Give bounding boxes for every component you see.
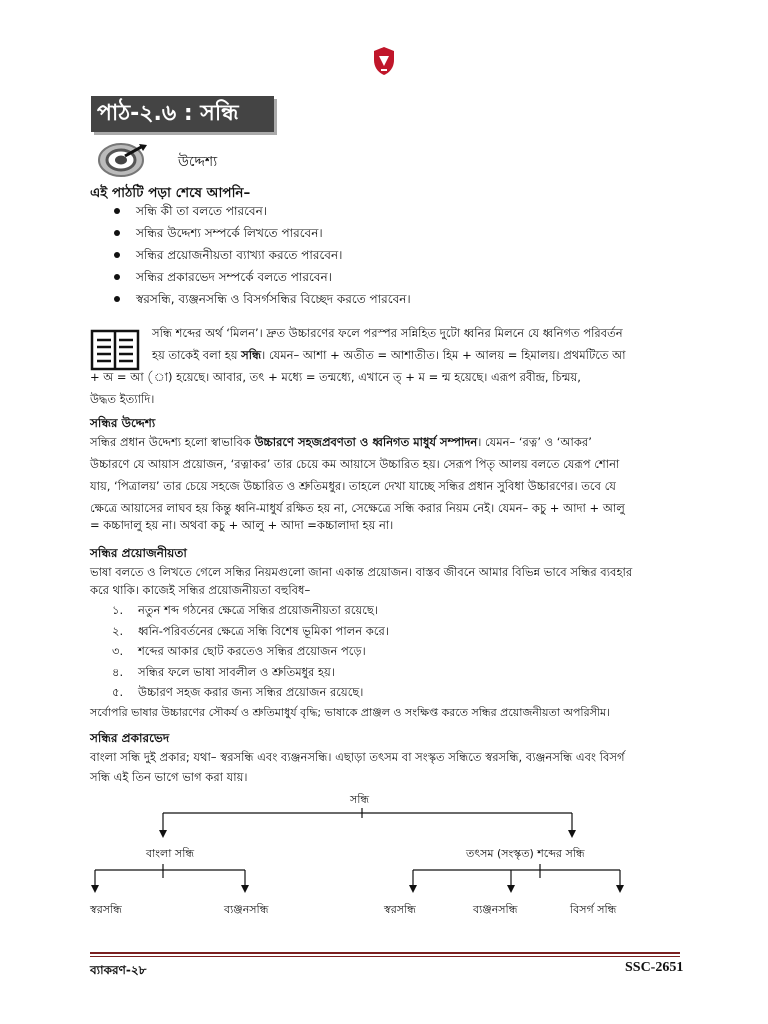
purpose-heading: সন্ধির উদ্দেশ্য	[90, 416, 156, 430]
types-line: বাংলা সন্ধি দুই প্রকার; যথা– স্বরসন্ধি এবং ব্যঞ্জনসন্ধি। এছাড়া তৎসম বা সংস্কৃত সন্ধিতে স্বরসন্ধি, ব্যঞ্জনসন্ধি এবং বিসর্গ	[90, 750, 625, 764]
objectives-list	[100, 200, 411, 310]
tree-leaf: স্বরসন্ধি	[384, 903, 416, 916]
list-item: ১. নতুন শব্দ গঠনের ক্ষেত্রে সন্ধির প্রয়োজনীয়তা রয়েছে।	[112, 603, 378, 617]
tree-bangla-sandhi: বাংলা সন্ধি	[146, 847, 195, 860]
necessity-summary: সর্বোপরি ভাষার উচ্চারণের সৌকর্য ও শ্রুতিমাধুর্য বৃদ্ধি; ভাষাকে প্রাঞ্জল ও সংক্ষিপ্ত করতে সন্ধির প্রয়োজনীয়তা অপরিসীম।	[90, 706, 611, 719]
necessity-line: ভাষা বলতে ও লিখতে গেলে সন্ধির নিয়মগুলো জানা একান্ত প্রয়োজন। বাস্তব জীবনে আমার বিভিন্ন ভাবে সন্ধির ব্যবহার	[90, 565, 633, 579]
tree-leaf: ব্যঞ্জনসন্ধি	[473, 903, 518, 916]
purpose-line: সন্ধির প্রধান উদ্দেশ্য হলো স্বাভাবিক উচ্চারণে সহজপ্রবণতা ও ধ্বনিগত মাধুর্য সম্পাদন। যেমন– ‘রত্ন’ ও ‘আকর’	[90, 435, 592, 449]
purpose-line: উচ্চারণে যে আয়াস প্রয়োজন, ‘রত্নাকর’ তার চেয়ে কম আয়াসে উচ্চারিত হয়। সেরূপ পিতৃ আলয় বলতে যেরূপ শোনা	[90, 457, 620, 471]
objective-item: সন্ধির প্রকারভেদ সম্পর্কে বলতে পারবেন।	[100, 266, 411, 288]
types-heading: সন্ধির প্রকারভেদ	[90, 731, 170, 745]
lesson-title: পাঠ-২.৬ : সন্ধি	[91, 96, 274, 132]
objective-item: সন্ধির উদ্দেশ্য সম্পর্কে লিখতে পারবেন।	[100, 222, 411, 244]
objective-item: স্বরসন্ধি, ব্যঞ্জনসন্ধি ও বিসর্গসন্ধির বিচ্ছেদ করতে পারবেন।	[100, 288, 411, 310]
book-icon	[90, 327, 140, 371]
definition-line: হয় তাকেই বলা হয় সন্ধি। যেমন– আশা + অতীত = আশাতীত। হিম + আলয় = হিমালয়। প্রথমটিতে আ	[152, 348, 626, 362]
definition-line: সন্ধি শব্দের অর্থ ‘মিলন’। দ্রুত উচ্চারণের ফলে পরস্পর সন্নিহিত দুটো ধ্বনির মিলনে যে ধ্বনিগত পরিবর্তন	[152, 326, 623, 340]
definition-line: + অ = আ (া) হয়েছে। আবার, তৎ + মধ্যে = তন্মধ্যে, এখানে ত্‌ + ম = ন্ম হয়েছে। এরূপ রবীন্দ্র, চিন্ময়,	[90, 370, 581, 384]
list-item: ২. ধ্বনি-পরিবর্তনের ক্ষেত্রে সন্ধি বিশেষ ভূমিকা পালন করে।	[112, 623, 389, 638]
footer-rule	[90, 956, 680, 957]
purpose-line: ক্ষেত্রে আয়াসের লাঘব হয় কিন্তু ধ্বনি-মাধুর্য রক্ষিত হয় না, সেক্ষেত্রে সন্ধি করার নিয়ম নেই। যেমন– কচু + আদা + আলু	[90, 501, 625, 515]
tree-root: সন্ধি	[350, 793, 370, 806]
tree-leaf: বিসর্গ সন্ধি	[570, 903, 617, 916]
purpose-line: যায়, ‘পিত্রালয়’ তার চেয়ে সহজে উচ্চারিত ও শ্রুতিমধুর। তাহলে দেখা যাচ্ছে সন্ধির প্রধান সুবিধা উচ্চারণের। তবে যে	[90, 479, 616, 493]
tree-leaf: ব্যঞ্জনসন্ধি	[224, 903, 269, 916]
list-item: ৫. উচ্চারণ সহজ করার জন্য সন্ধির প্রয়োজন রয়েছে।	[112, 685, 364, 699]
objective-item: সন্ধি কী তা বলতে পারবেন।	[100, 200, 411, 222]
tree-tatsama-sandhi: তৎসম (সংস্কৃত) শব্দের সন্ধি	[466, 847, 585, 860]
footer-page-label: ব্যাকরণ-২৮	[90, 963, 147, 977]
footer-rule	[90, 952, 680, 954]
purpose-line: = কচ্চাদালু হয় না। অথবা কচু + আলু + আদা =কচ্চালাদা হয় না।	[90, 518, 394, 532]
necessity-line: করে থাকি। কাজেই সন্ধির প্রয়োজনীয়তা বহুবিধ–	[90, 583, 311, 597]
target-icon	[97, 142, 149, 178]
types-line: সন্ধি এই তিন ভাগে ভাগ করা যায়।	[90, 770, 248, 784]
definition-line: উদ্ধত ইত্যাদি।	[90, 392, 155, 406]
tree-leaf: স্বরসন্ধি	[90, 903, 122, 916]
footer-course-code: SSC-2651	[625, 960, 684, 975]
list-item: ৪. সন্ধির ফলে ভাষা সাবলীল ও শ্রুতিমধুর হয়।	[112, 664, 335, 679]
university-logo	[372, 46, 396, 76]
necessity-heading: সন্ধির প্রয়োজনীয়তা	[90, 546, 187, 560]
term-sandhi: সন্ধি	[241, 348, 262, 362]
objective-item: সন্ধির প্রয়োজনীয়তা ব্যাখ্যা করতে পারবেন।	[100, 244, 411, 266]
necessity-list	[112, 600, 389, 703]
list-item: ৩. শব্দের আকার ছোট করতেও সন্ধির প্রয়োজন পড়ে।	[112, 644, 366, 658]
objectives-heading: উদ্দেশ্য	[178, 154, 218, 170]
objectives-intro: এই পাঠটি পড়া শেষে আপনি–	[90, 185, 251, 201]
